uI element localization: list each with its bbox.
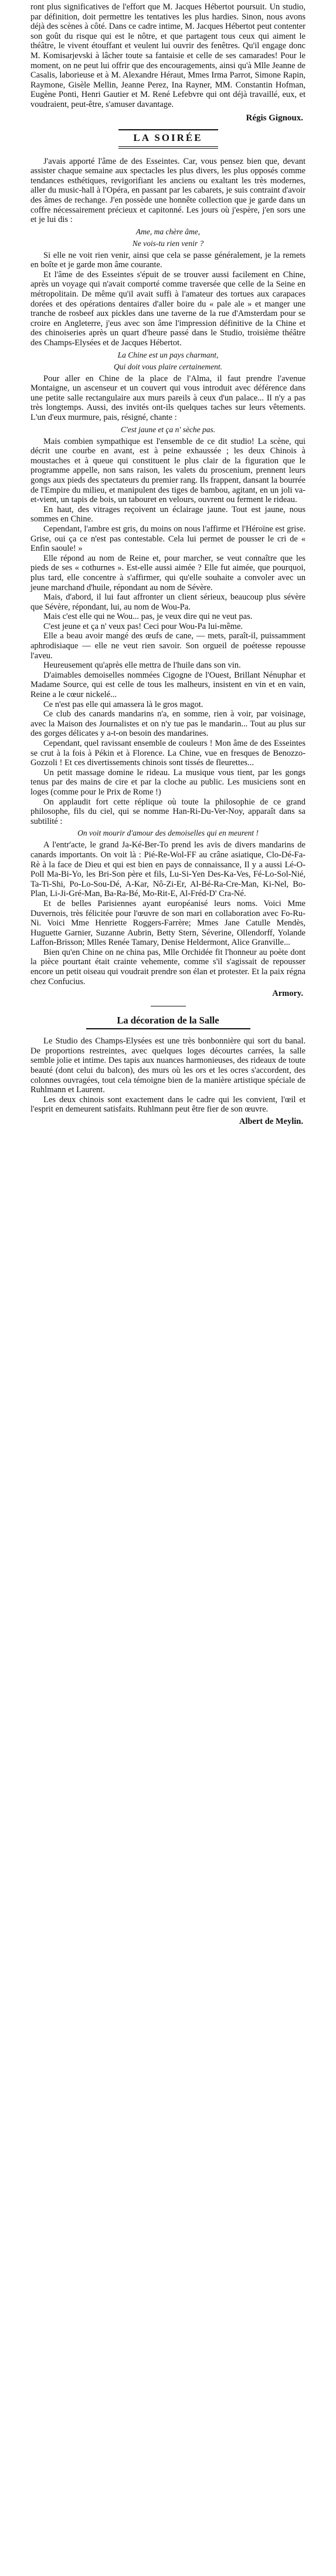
article-paragraph: Bien qu'en Chine on ne china pas, Mlle Orchidée fit l'honneur au poète dont la pièce pourtant était crainte vehemente, comme s'il s'agissait de repousser encore un petit oiseau qui voudrait prendre son élan et protester. Et la paix régna chez Confucius.: [30, 947, 306, 986]
article-paragraph: A l'entr'acte, le grand Ja-Ké-Ber-To prend les avis de divers mandarins de canards importants. On voit là : Pié-Re-Wol-FF au crâne asiatique, Clo-Dé-Fa-Rè à la face de Dieu et qui est bien en pays de connaissance, Il y a aussi Lé-O-Poll Ma-Bi-Yo, les Bri-Son père et fils, Lu-Si-Yen Des-Ka-Ves, Fé-Lo-Sol-Nié, Ta-Ti-Shi, Po-Lo-Sou-Dé, A-Kar, Nô-Zi-Er, Al-Bé-Ra-Cre-Man, Ki-Nel, Bo-Plan, Li-Ji-Gré-Man, Ba-Ra-Bé, Mo-Rit-E, Al-Fréd-D' Cra-Né.: [30, 840, 306, 899]
soiree-signature: Armory.: [272, 989, 303, 999]
article-paragraph: Ce club des canards mandarins n'a, en somme, rien à voir, par voisinage, avec la Maison des Journalistes et on n'y tue pas le mandarin... Tout au plus sur des gorges délicates y a-t-on besoin des mandarines.: [30, 709, 306, 739]
article-paragraph: Si elle ne voit rien venir, ainsi que cela se passe généralement, je la remets en boîte et je garde mon âme courante.: [30, 250, 306, 270]
article-paragraph: Ce n'est pas elle qui amassera là le gros magot.: [43, 699, 203, 709]
decoration-section: [30, 1015, 306, 1127]
article-paragraph: Et de belles Parisiennes ayant européanisé leurs noms. Voici Mme Duvernois, très félicitée pour l'œuvre de son mari en collaboration avec Fo-Ru-Ni. Voici Mme Henriette Roggers-Farrère; Mmes Jane Catulle Mendès, Huguette Garnier, Suzanne Aubrin, Betty Stern, Séverine, Ollendorff, Yolande Laffon-Brisson; Mlles Renée Tamary, Denise Heldermont, Alice Granville...: [30, 898, 306, 948]
article-paragraph: Le Studio des Champs-Elysées est une très bonbonnière qui sort du banal. De proportions restreintes, avec quelques loges décourtes carrées, la salle semble jolie et intime. Des tapis aux nuances harmonieuses, des rideaux de toute beauté (dont celui du balcon), des murs où les ors et les ocres s'accordent, des colonnes ouvragées, tout cela témoigne bien de la manière artistique spéciale de Ruhlmann et Laurent.: [30, 1036, 306, 1095]
review-signature: Régis Gignoux.: [246, 113, 303, 123]
soiree-section: [30, 129, 306, 999]
verse-line: La Chine est un pays charmant,: [117, 350, 219, 359]
article-paragraph: Pour aller en Chine de la place de l'Alma, il faut prendre l'avenue Montaigne, un ascenseur et un couvert qui vous introduit avec déférence dans une petite salle rectangulaire aux murs pareils à ceux d'un palace... Il n'y a pas très longtemps. Aussi, des invités ont-ils quelques taches sur leurs vêtements. L'un d'eux murmure, pais, résigné, chante :: [30, 373, 306, 422]
article-paragraph: Mais c'est elle qui ne Wou... pas, je veux dire qui ne veut pas.: [43, 612, 253, 622]
article-paragraph: En haut, des vitrages reçoivent un éclairage jaune. Tout est jaune, nous sommes en Chine.: [30, 504, 306, 524]
article-paragraph: Elle répond au nom de Reine et, pour marcher, se veut connaître que les pieds de ses « cothurnes ». Est-elle aussi aimée ? Elle fut aimée, que pourquoi, plus tard, elle concentre à s'affirmer, qui qu'elle souhaite a convoler avec un jeune marchand d'huile, répondant au nom de Sévère.: [30, 553, 306, 592]
verse-line: Ame, ma chère âme,: [135, 227, 201, 236]
verse-line: On voit mourir d'amour des demoiselles qui en meurent !: [77, 829, 259, 838]
article-paragraph: Heureusement qu'après elle mettra de l'huile dans son vin.: [43, 661, 241, 671]
verse-line: Ne vois-tu rien venir ?: [132, 238, 204, 248]
article-paragraph: Cependant, l'ambre est gris, du moins on nous l'affirme et l'Héroïne est grise. Grise, oui ça ce n'est pas contestable. Cela lui permet de pousser le cri de « Enfin saoule! »: [30, 524, 306, 554]
soiree-body: [30, 157, 306, 987]
article-paragraph: Un petit massage domine le rideau. La musique vous tient, par les gongs tenus par des mains de cire et par la cloche au public. Les musiciens sont en loges (comme pour le Prix de Rome !): [30, 767, 306, 797]
article-paragraph: Cependant, quel ravissant ensemble de couleurs ! Mon âme de des Esseintes se crut à la fois à Pékin et à Florence. La Chine, vue en fresques de Benozzo-Gozzoli ! Et ces divertissements chinois sont tissés de fleurettes...: [30, 739, 306, 768]
decoration-body: [30, 1036, 306, 1114]
article-paragraph: J'avais apporté l'âme de des Esseintes. Car, vous pensez bien que, devant assister chaque semaine aux spectacles les plus divers, les plus opposés comme tendances esthétiques, revigorifiant les anciens ou exaltant les très modernes, aller du music-hall à l'Opéra, en passant par les cabarets, je suis contraint d'avoir des âmes de rechange. J'en possède une honnête collection que je garde dans un coffre nécessairement précieux et capitonné. Les jours où j'espère, j'en sors une et je lui dis :: [30, 156, 306, 225]
article-paragraph: On applaudit fort cette réplique où toute la philosophie de ce grand philosophe, fils du ciel, qui se nomme Han-Ri-Du-Ver-Noy, apparaît dans sa subtilité :: [30, 797, 306, 826]
verse-line: C'est jaune et ça n' sèche pas.: [120, 425, 216, 434]
verse-line: Qui doit vous plaire certainement.: [113, 362, 223, 371]
review-paragraph: ront plus significatives de l'effort que M. Jacques Hébertot poursuit. Un studio, par définition, doit permettre les tentatives les plus hardies. Sinon, nous avons déjà des scènes à côté. Dans ce cadre intime, M. Jacques Hébertot peut contenter son goût du risque qui est le nôtre, et que partagent tous ceux qui aiment le théâtre, le vivent étouffant et veulent lui ouvrir des fenêtres. Qu'il engage donc M. Komisarjevski à lâcher toute sa fantaisie et celle de ses camarades! Pour le moment, on ne peut lui offrir que des encouragements, ainsi qu'à Mlle Jeanne de Casalis, laborieuse et à M. Alexandre Héraut, Mmes Irma Parrot, Simone Rapin, Raymone, Gisèle Mellin, Jeanne Perez, Ina Rayner, MM. Constantin Hofman, Eugène Ponti, Henri Gautier et M. René Lefebvre qui ont déjà travaillé, eux, et voudraient, peut-être, s'amuser davantage.: [30, 2, 306, 109]
soiree-heading: LA SOIRÉE: [118, 129, 218, 149]
article-paragraph: Elle a beau avoir mangé des œufs de cane, — mets, paraît-il, puissamment aphrodisiaque — elle ne veut rien savoir. Son orgueil de poétesse repousse l'aveu.: [30, 631, 306, 661]
review-section: [30, 2, 306, 123]
article-paragraph: C'est jeune et ça n' veux pas! Ceci pour Wou-Pa lui-même.: [43, 621, 243, 631]
article-paragraph: Et l'âme de des Esseintes s'épuit de se trouver aussi facilement en Chine, après un voyage qui n'avait comporté comme traversée que celle de la Seine en métropolitain. De même qu'il avait suffi à l'amateur des tortues aux carapaces dorées et des opérations dentaires d'aller boire du « pale ale » et manger une tranche de rosbeef aux pickles dans une taverne de la rue d'Amsterdam pour se croire en Angleterre, j'eus avec son âme l'impression définitive de la Chine et des chinoiseries après un quart d'heure passé dans le Studio, troisième théâtre des Champs-Elysées et de Jacques Hébertot.: [30, 270, 306, 348]
article-paragraph: D'aimables demoiselles nommées Cigogne de l'Ouest, Brillant Nénuphar et Madame Source, qui est celle de tous les malheurs, insistent en vin et en vain, Reine a le cœur nickelé...: [30, 670, 306, 700]
article-paragraph: Les deux chinois sont exactement dans le cadre qui les convient, l'œil et l'esprit en demeurent satisfaits. Ruhlmann peut être fier de son œuvre.: [30, 1095, 306, 1114]
article-paragraph: Mais combien sympathique est l'ensemble de ce dit studio! La scène, qui décrit une courbe en avant, est à peine exhaussée ; les deux Chinois à moustaches et à queue qui constituent le plus clair de la figuration que le programme appelle, non sans raison, les valets du proscenium, prennent leurs gongs aux pieds des spectateurs du premier rang. Ils frappent, dansant la bourrée de l'Empire du milieu, et manipulent des tiges de bambou, agitant, en un joli va-et-vient, un tapis de bois, un tabouret en velours, ouvrent ou ferment le rideau.: [30, 436, 306, 505]
article-paragraph: Mais, d'abord, il lui faut affronter un client sérieux, beaucoup plus sévère que Sévère, répondant, lui, au nom de Wou-Pa.: [30, 592, 306, 612]
decoration-heading: La décoration de la Salle: [86, 1015, 250, 1029]
decoration-signature: Albert de Meylin.: [239, 1117, 303, 1126]
